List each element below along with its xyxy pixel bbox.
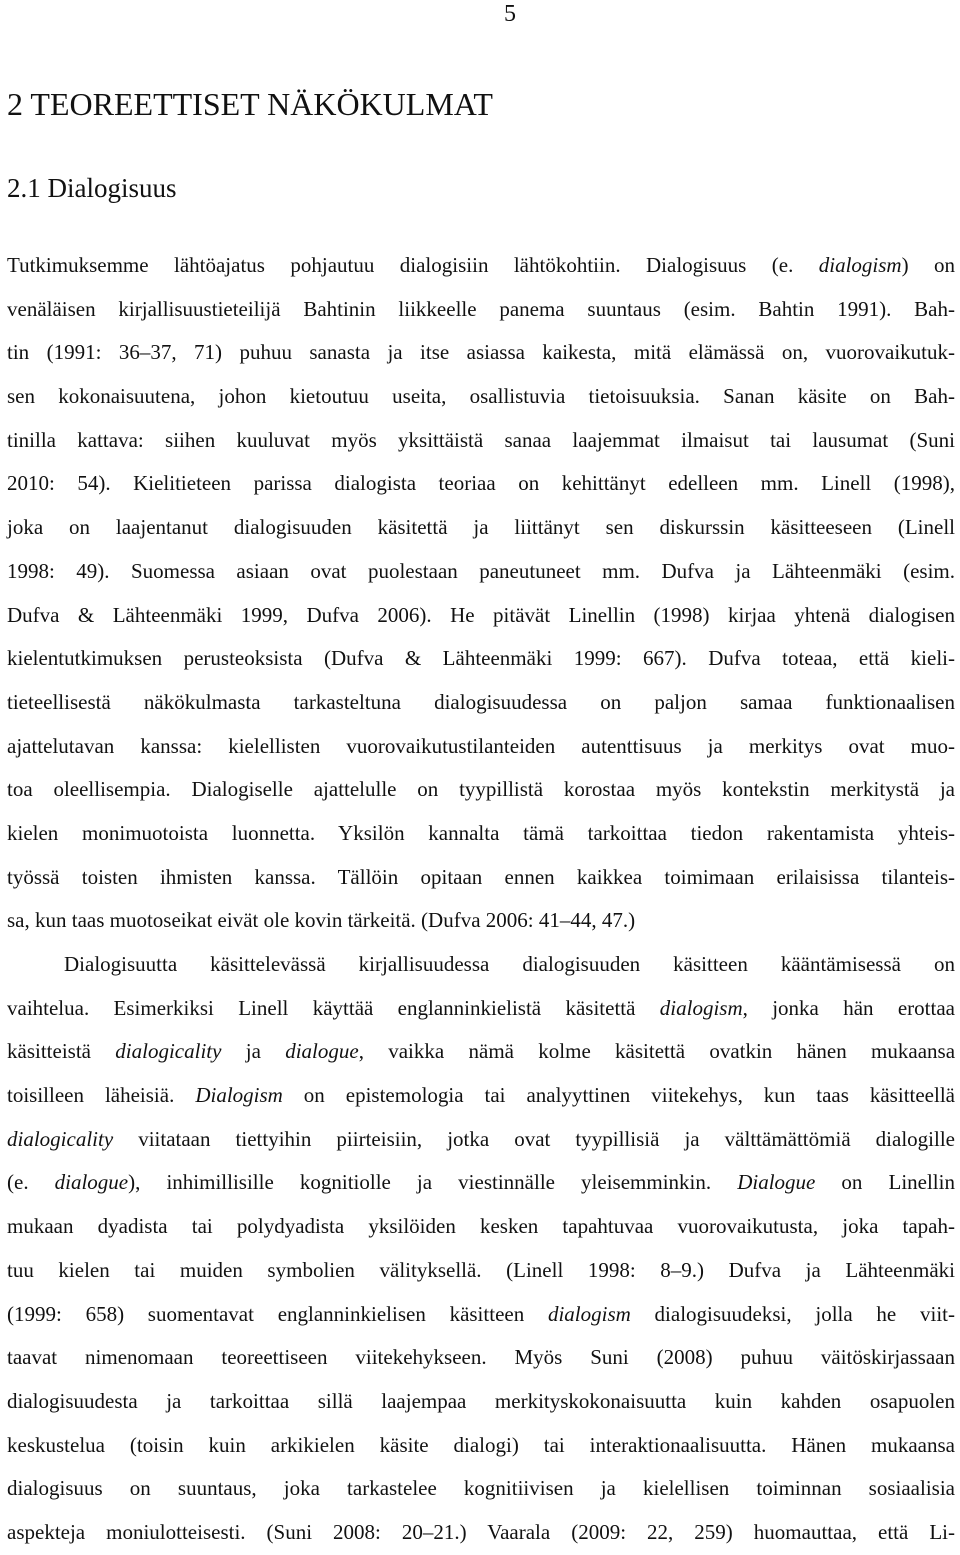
text-line: mukaan dyadista tai polydyadista yksilöiden kesken tapahtuvaa vuorovaikutusta, joka tapah- [7,1214,955,1239]
text-line: venäläisen kirjallisuustieteilijä Bahtinin liikkeelle panema suuntaus (esim. Bahtin 1991). Bah- [7,296,955,321]
text-line: toa oleellisempia. Dialogiselle ajattelulle on tyypillistä korostaa myös kontekstin merkitystä ja [7,777,955,802]
text-line: Dufva & Lähteenmäki 1999, Dufva 2006). He pitävät Linellin (1998) kirjaa yhtenä dialogisen [7,602,955,627]
section-title: 2.1 Dialogisuus [7,173,177,203]
chapter-title: 2 TEOREETTISET NÄKÖKULMAT [7,86,493,122]
text-line: tin (1991: 36–37, 71) puhuu sanasta ja itse asiassa kaikesta, mitä elämässä on, vuorovaikutuk- [7,340,955,365]
text-line: dialogicality viitataan tiettyihin piirteisiin, jotka ovat tyypillisiä ja välttämättömiä dialogille [7,1126,955,1151]
text-line: ajattelutavan kanssa: kielellisten vuorovaikutustilanteiden autenttisuus ja merkitys ovat muo- [7,733,955,758]
text-line: tieteellisestä näkökulmasta tarkasteltuna dialogisuudessa on paljon samaa funktionaalisen [7,689,955,714]
text-line: työssä toisten ihmisten kanssa. Tällöin opitaan ennen kaikkea toimimaan erilaisissa tilanteis- [7,864,955,889]
text-line: kielentutkimuksen perusteoksista (Dufva & Lähteenmäki 1999: 667). Dufva toteaa, että kieli- [7,646,955,671]
body-text [7,244,955,1555]
text-line: (1999: 658) suomentavat englanninkielisen käsitteen dialogism dialogisuudeksi, jolla he viit- [7,1301,955,1326]
text-line: tinilla kattava: siihen kuuluvat myös yksittäistä sanaa laajemmat ilmaisut tai lausumat (Suni [7,427,955,452]
text-line: tuu kielen tai muiden symbolien välityksellä. (Linell 1998: 8–9.) Dufva ja Lähteenmäki [7,1257,955,1282]
text-line: toisilleen läheisiä. Dialogism on epistemologia tai analyyttinen viitekehys, kun taas käsitteellä [7,1083,955,1108]
text-line: Dialogisuutta käsittelevässä kirjallisuudessa dialogisuuden käsitteen kääntämisessä on [64,952,955,976]
text-line: joka on laajentanut dialogisuuden käsitettä ja liittänyt sen diskurssin käsitteeseen (Linell [7,515,955,540]
text-line: vaihtelua. Esimerkiksi Linell käyttää englanninkielistä käsitettä dialogism, jonka hän erottaa [7,995,955,1020]
text-line: Tutkimuksemme lähtöajatus pohjautuu dialogisiin lähtökohtiin. Dialogisuus (e. dialogism) on [7,253,955,277]
page-number: 5 [504,1,516,27]
text-line: (e. dialogue), inhimillisille kognitiolle ja viestinnälle yleisemminkin. Dialogue on Linellin [7,1170,955,1195]
paragraph-2 [7,943,955,1555]
text-line: dialogisuudesta ja tarkoittaa sillä laajempaa merkityskokonaisuutta kuin kahden osapuolen [7,1388,955,1413]
text-line: dialogisuus on suuntaus, joka tarkastelee kognitiivisen ja kielellisen toiminnan sosiaalisia [7,1476,955,1501]
text-line: kielen monimuotoista luonnetta. Yksilön kannalta tämä tarkoittaa tiedon rakentamista yhteis- [7,820,955,845]
text-line: 2010: 54). Kielitieteen parissa dialogista teoriaa on kehittänyt edelleen mm. Linell (1998), [7,471,955,496]
text-line: 1998: 49). Suomessa asiaan ovat puolestaan paneutuneet mm. Dufva ja Lähteenmäki (esim. [7,558,955,583]
text-line: taavat nimenomaan teoreettiseen viitekehykseen. Myös Suni (2008) puhuu väitöskirjassaan [7,1345,955,1370]
text-line: sen kokonaisuutena, johon kietoutuu useita, osallistuvia tietoisuuksia. Sanan käsite on Bah- [7,384,955,409]
text-line: aspekteja moniulotteisesti. (Suni 2008: 20–21.) Vaarala (2009: 22, 259) huomauttaa, että Li- [7,1519,955,1544]
paragraph-1 [7,244,955,943]
text-line: käsitteistä dialogicality ja dialogue, vaikka nämä kolme käsitettä ovatkin hänen mukaansa [7,1039,956,1064]
text-line: keskustelua (toisin kuin arkikielen käsite dialogi) tai interaktionaalisuutta. Hänen mukaansa [7,1432,955,1457]
text-line: sa, kun taas muotoseikat eivät ole kovin tärkeitä. (Dufva 2006: 41–44, 47.) [7,908,636,933]
